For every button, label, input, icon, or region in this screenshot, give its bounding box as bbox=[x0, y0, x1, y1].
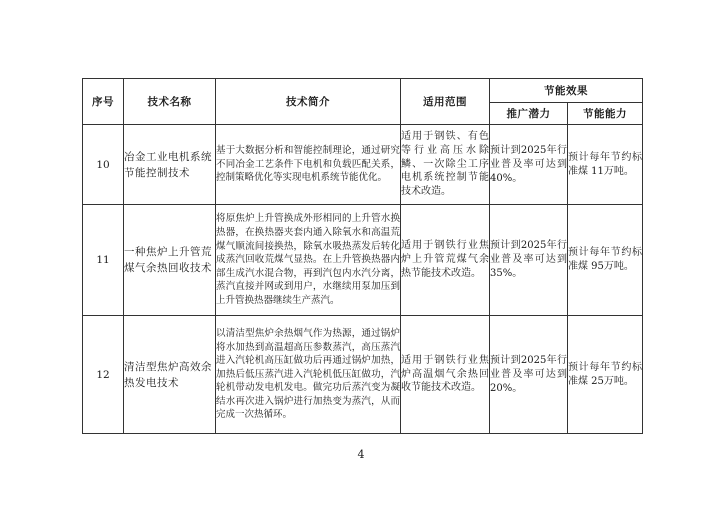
row-index: 11 bbox=[83, 205, 124, 316]
row-potential: 预计到2025年行业普及率可达到35%。 bbox=[490, 205, 568, 316]
row-scope: 适用于钢铁、有色等行业高压水除鳞、一次除尘工序电机系统控制节能技术改造。 bbox=[401, 125, 490, 205]
row-potential: 预计到2025年行业普及率可达到40%。 bbox=[490, 125, 568, 205]
energy-saving-technology-table bbox=[82, 78, 643, 434]
row-capacity: 预计每年节约标准煤 95万吨。 bbox=[568, 205, 643, 316]
row-tech-intro: 以清洁型焦炉余热烟气作为热源，通过锅炉将水加热到高温超高压参数蒸汽，高压蒸汽进入汽轮机高压缸做功后再通过锅炉加热，加热后低压蒸汽进入汽轮机低压缸做功，汽轮机带动发电机发电。做完功后蒸汽变为凝结水再次进入锅炉进行加热变为蒸汽，从而完成一次热循环。 bbox=[216, 316, 401, 434]
page-number: 4 bbox=[357, 448, 365, 461]
row-tech-intro: 将原焦炉上升管换成外形相同的上升管水换热器，在换热器夹套内通入除氧水和高温荒煤气顺流间接换热，除氧水吸热蒸发后转化成蒸汽回收荒煤气显热。在上升管换热器内部生成汽水混合物，再到汽包内水汽分离，蒸汽直接并网或到用户，水继续用泵加压到上升管换热器继续生产蒸汽。 bbox=[216, 205, 401, 316]
row-potential: 预计到2025年行业普及率可达到20%。 bbox=[490, 316, 568, 434]
row-index: 12 bbox=[83, 316, 124, 434]
header-intro: 技术简介 bbox=[216, 79, 401, 125]
row-scope: 适用于钢铁行业焦炉上升管荒煤气余热节能技术改造。 bbox=[401, 205, 490, 316]
table-header-row bbox=[83, 79, 643, 103]
header-name: 技术名称 bbox=[124, 79, 216, 125]
header-index: 序号 bbox=[83, 79, 124, 125]
header-capacity: 节能能力 bbox=[568, 103, 643, 125]
table-row bbox=[83, 205, 643, 316]
row-scope: 适用于钢铁行业焦炉高温烟气余热回收节能技术改造。 bbox=[401, 316, 490, 434]
table-row bbox=[83, 125, 643, 205]
header-effect-group: 节能效果 bbox=[490, 79, 643, 103]
row-capacity: 预计每年节约标准煤 25万吨。 bbox=[568, 316, 643, 434]
row-index: 10 bbox=[83, 125, 124, 205]
row-tech-name: 一种焦炉上升管荒煤气余热回收技术 bbox=[124, 205, 216, 316]
row-tech-name: 清洁型焦炉高效余热发电技术 bbox=[124, 316, 216, 434]
table-row bbox=[83, 316, 643, 434]
row-capacity: 预计每年节约标准煤 11万吨。 bbox=[568, 125, 643, 205]
row-tech-name: 冶金工业电机系统节能控制技术 bbox=[124, 125, 216, 205]
header-potential: 推广潜力 bbox=[490, 103, 568, 125]
header-scope: 适用范围 bbox=[401, 79, 490, 125]
row-tech-intro: 基于大数据分析和智能控制理论，通过研究不同冶金工艺条件下电机和负载匹配关系，控制策略优化等实现电机系统节能优化。 bbox=[216, 125, 401, 205]
